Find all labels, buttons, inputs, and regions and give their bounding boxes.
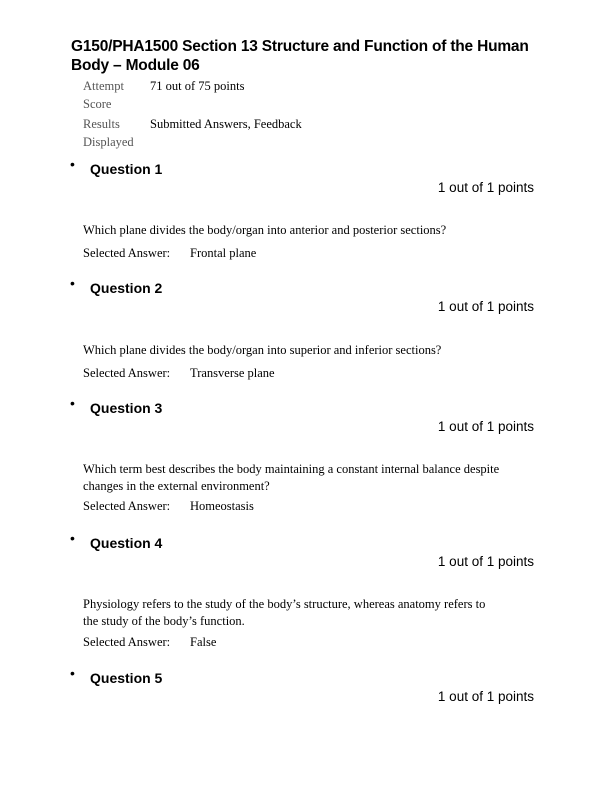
selected-answer-label: Selected Answer: bbox=[83, 499, 171, 513]
question-points: 1 out of 1 points bbox=[437, 180, 534, 195]
selected-answer-value: Frontal plane bbox=[190, 246, 257, 260]
page-title: G150/PHA1500 Section 13 Structure and Function of the Human Body – Module 06 bbox=[71, 38, 529, 74]
question-points: 1 out of 1 points bbox=[437, 299, 534, 314]
attempt-score-value: 71 out of 75 points bbox=[150, 79, 245, 93]
bullet-icon: • bbox=[70, 275, 75, 291]
results-displayed-label: Results Displayed bbox=[83, 117, 134, 149]
bullet-icon: • bbox=[70, 530, 75, 546]
selected-answer-label: Selected Answer: bbox=[83, 366, 171, 380]
question-heading: Question 1 bbox=[90, 161, 163, 177]
question-text: Physiology refers to the study of the body’s structure, whereas anatomy refers to the study of the body’s function. bbox=[83, 597, 486, 628]
question-text: Which plane divides the body/organ into superior and inferior sections? bbox=[83, 343, 442, 357]
bullet-icon: • bbox=[70, 665, 75, 681]
question-points: 1 out of 1 points bbox=[437, 554, 534, 569]
selected-answer-value: False bbox=[190, 635, 217, 649]
question-points: 1 out of 1 points bbox=[437, 419, 534, 434]
selected-answer-value: Homeostasis bbox=[190, 499, 254, 513]
question-text: Which plane divides the body/organ into anterior and posterior sections? bbox=[83, 223, 447, 237]
question-points: 1 out of 1 points bbox=[437, 689, 534, 704]
selected-answer-value: Transverse plane bbox=[190, 366, 275, 380]
question-heading: Question 2 bbox=[90, 280, 163, 296]
question-text: Which term best describes the body maintaining a constant internal balance despite changes in the external environment? bbox=[83, 462, 500, 493]
attempt-score-label: Attempt Score bbox=[83, 79, 124, 111]
question-heading: Question 4 bbox=[90, 535, 163, 551]
bullet-icon: • bbox=[70, 395, 75, 411]
selected-answer-label: Selected Answer: bbox=[83, 635, 171, 649]
selected-answer-label: Selected Answer: bbox=[83, 246, 171, 260]
bullet-icon: • bbox=[70, 156, 75, 172]
results-displayed-value: Submitted Answers, Feedback bbox=[150, 117, 302, 131]
question-heading: Question 3 bbox=[90, 400, 163, 416]
question-heading: Question 5 bbox=[90, 670, 163, 686]
